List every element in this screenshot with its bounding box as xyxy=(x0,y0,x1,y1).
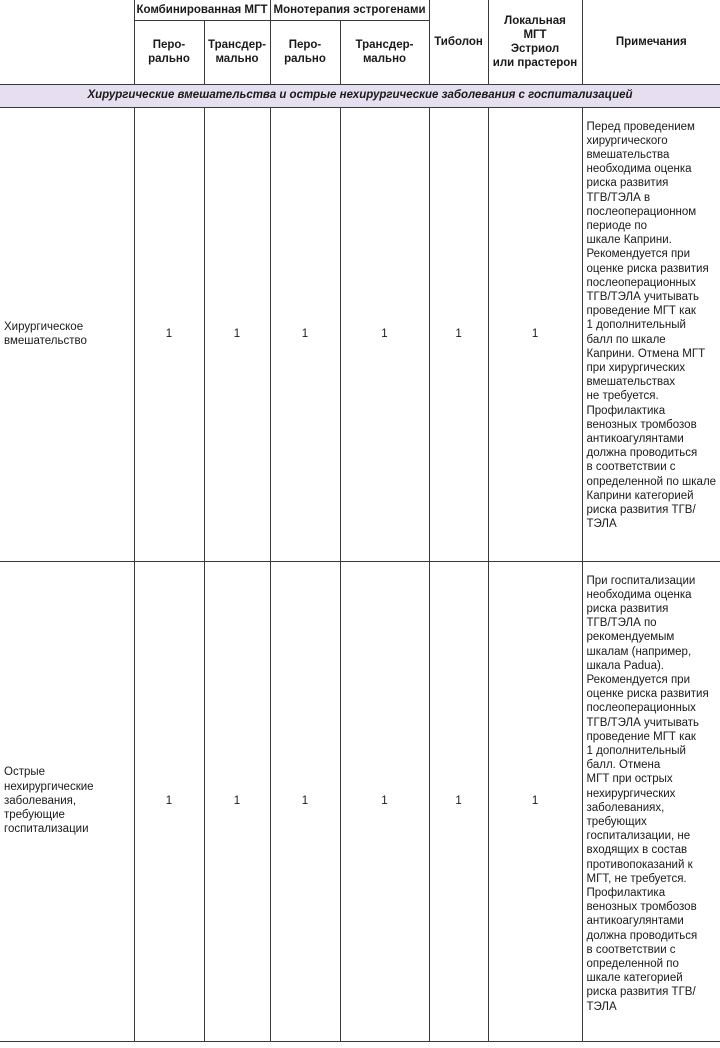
notes-header: Примечания xyxy=(582,0,720,84)
combined-transdermal-header: Трансдер- мально xyxy=(204,20,270,84)
table-row xyxy=(0,561,720,1041)
table-row xyxy=(0,107,720,561)
value-cell: 1 xyxy=(488,107,582,561)
value-cell: 1 xyxy=(340,107,429,561)
combined-oral-header: Перо- рально xyxy=(134,20,204,84)
estrogen-monotherapy-header: Монотерапия эстрогенами xyxy=(270,0,429,20)
notes-cell: Перед проведением хирургического вмешательства необходима оценка риска развития ТГВ/ТЭЛА в послеоперационном периоде по шкале Каприни. Рекомендуется при оценке риска развития послеоперационных ТГВ/ТЭЛА учитывать проведение МГТ как 1 дополнительный балл по шкале Каприни. Отмена МГТ при хирургических вмешательствах не требуется. Профилактика венозных тромбозов антикоагулянтами должна проводиться в соответствии с определенной по шкале Каприни категорией риска развития ТГВ/ ТЭЛА xyxy=(582,107,720,561)
value-cell: 1 xyxy=(488,561,582,1041)
condition-cell: Хирургическое вмешательство xyxy=(0,107,134,561)
combined-mht-header: Комбинированная МГТ xyxy=(134,0,270,20)
value-cell: 1 xyxy=(270,561,340,1041)
condition-cell: Острые нехирургические заболевания, требующие госпитализации xyxy=(0,561,134,1041)
estrogen-transdermal-header: Трансдер- мально xyxy=(340,20,429,84)
value-cell: 1 xyxy=(270,107,340,561)
section-row xyxy=(0,84,720,107)
value-cell: 1 xyxy=(134,561,204,1041)
local-mht-header: Локальная МГТ Эстриол или прастерон xyxy=(488,0,582,84)
value-cell: 1 xyxy=(134,107,204,561)
value-cell: 1 xyxy=(204,561,270,1041)
estrogen-oral-header: Перо- рально xyxy=(270,20,340,84)
value-cell: 1 xyxy=(340,561,429,1041)
value-cell: 1 xyxy=(429,561,488,1041)
value-cell: 1 xyxy=(429,107,488,561)
notes-cell: При госпитализации необходима оценка риска развития ТГВ/ТЭЛА по рекомендуемым шкалам (например, шкала Padua). Рекомендуется при оценке риска развития послеоперационных ТГВ/ТЭЛА учитывать проведение МГТ как 1 дополнительный балл. Отмена МГТ при острых нехирургических заболеваниях, требующих госпитализации, не входящих в состав противопоказаний к МГТ, не требуется. Профилактика венозных тромбозов антикоагулянтами должна проводиться в соответствии с определенной по шкале категорией риска развития ТГВ/ ТЭЛА xyxy=(582,561,720,1041)
tibolone-header: Тиболон xyxy=(429,0,488,84)
value-cell: 1 xyxy=(204,107,270,561)
section-title: Хирургические вмешательства и острые нехирургические заболевания с госпитализацией xyxy=(0,84,720,107)
condition-header xyxy=(0,0,134,84)
